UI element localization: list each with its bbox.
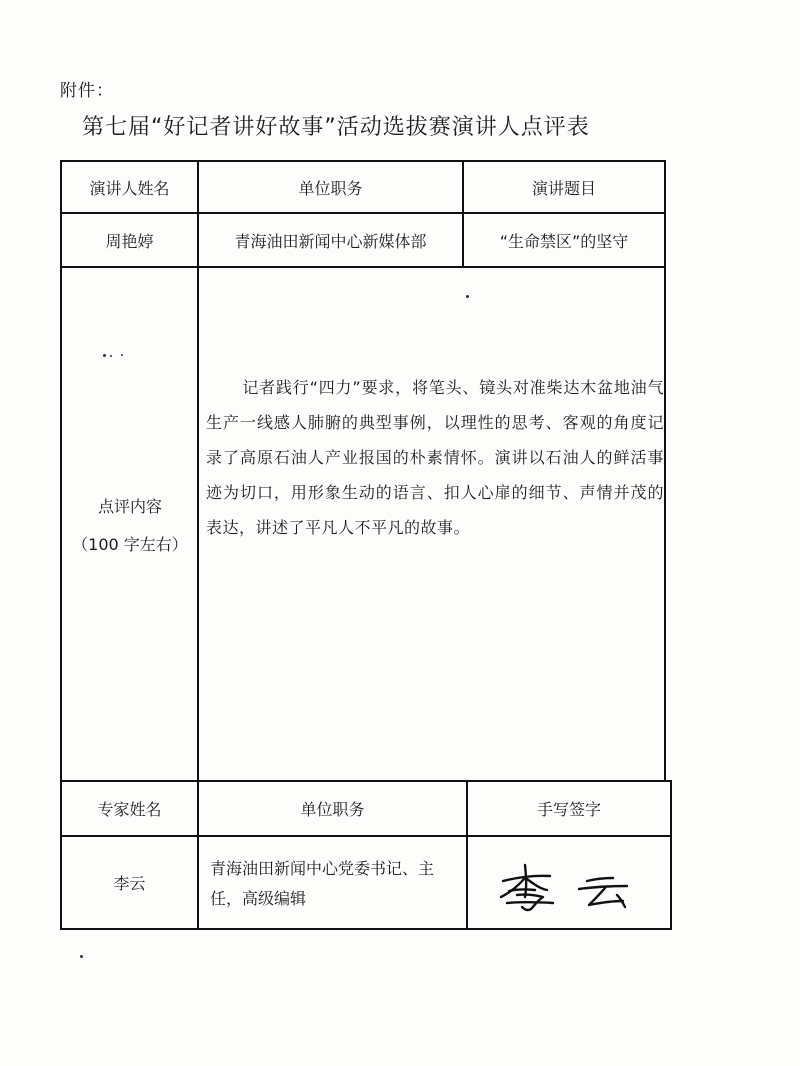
speaker-unit-position: 青海油田新闻中心新媒体部 bbox=[234, 231, 427, 251]
scan-speck bbox=[466, 295, 469, 298]
comment-label-title: 点评内容 bbox=[97, 497, 162, 516]
header-speech-topic: 演讲题目 bbox=[531, 178, 596, 198]
handwritten-signature bbox=[495, 845, 645, 915]
speech-topic: “生命禁区”的坚守 bbox=[499, 231, 629, 251]
expert-unit-position: 青海油田新闻中心党委书记、主任，高级编辑 bbox=[210, 859, 435, 908]
expert-name: 李云 bbox=[113, 874, 146, 893]
header-expert-unit-position: 单位职务 bbox=[300, 800, 365, 819]
scan-speck bbox=[121, 354, 123, 356]
document-title: 第七届“好记者讲好故事”活动选拔赛演讲人点评表 bbox=[82, 115, 590, 140]
scan-speck bbox=[110, 355, 112, 357]
header-unit-position: 单位职务 bbox=[298, 178, 363, 198]
header-expert-name: 专家姓名 bbox=[97, 800, 162, 819]
header-speaker-name: 演讲人姓名 bbox=[89, 178, 170, 198]
comment-body bbox=[206, 370, 664, 545]
attachment-label: 附件： bbox=[60, 81, 114, 101]
scan-speck bbox=[103, 354, 106, 357]
comment-text: 记者践行“四力”要求，将笔头、镜头对准柴达木盆地油气生产一线感人肺腑的典型事例，以理性的思考、客观的角度记录了高原石油人产业报国的朴素情怀。演讲以石油人的鲜活事迹为切口，用形象生动的语言、扣人心扉的细节、声情并茂的表达，讲述了平凡人不平凡的故事。 bbox=[206, 378, 664, 537]
comment-label-hint: （100 字左右） bbox=[72, 535, 188, 554]
scan-speck bbox=[80, 955, 83, 958]
header-handwritten-signature: 手写签字 bbox=[536, 800, 601, 819]
comment-label bbox=[62, 488, 198, 564]
speaker-name: 周艳婷 bbox=[105, 231, 154, 251]
